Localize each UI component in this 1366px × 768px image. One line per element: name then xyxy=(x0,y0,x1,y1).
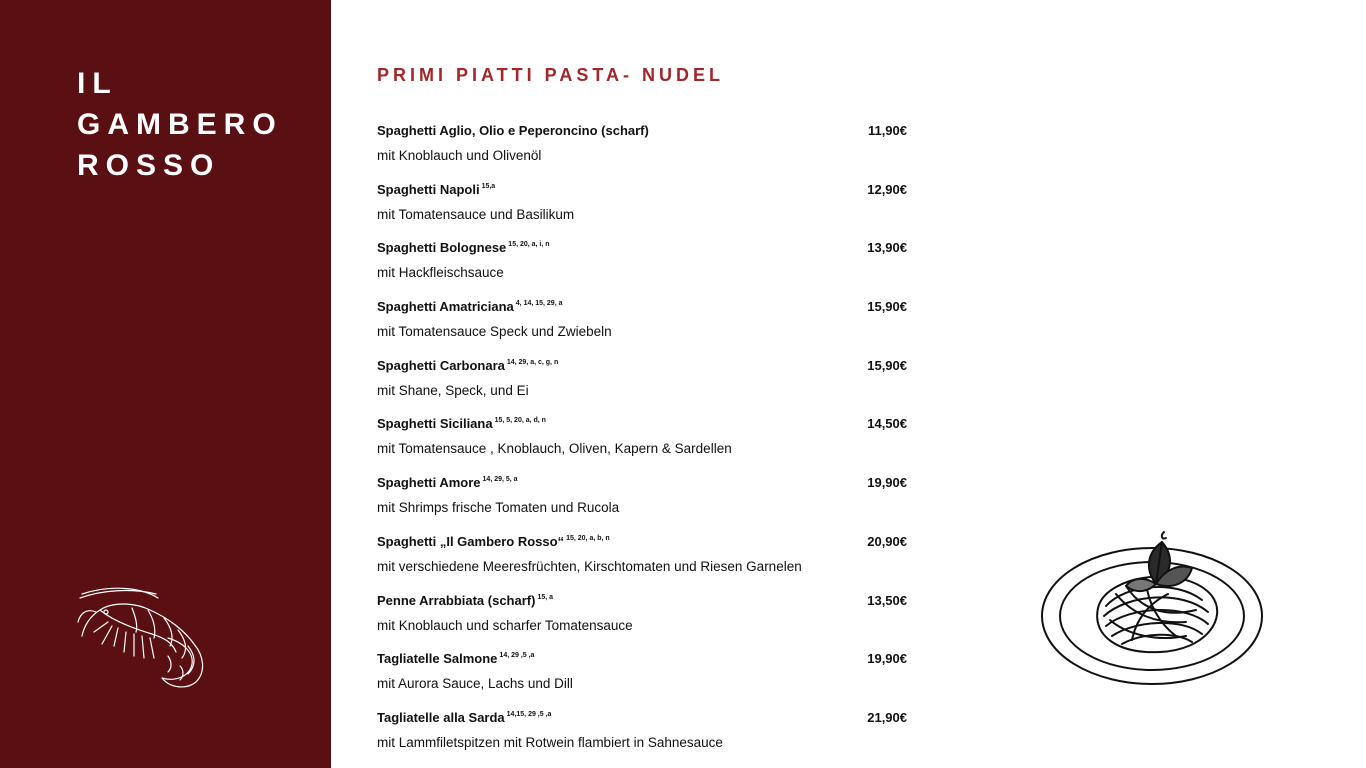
dish-name: Spaghetti Carbonara xyxy=(377,357,505,373)
menu-item-price: 19,90€ xyxy=(867,651,907,667)
brand-line-1: IL xyxy=(77,67,118,100)
allergen-codes: 15,a xyxy=(481,182,496,190)
dish-name: Spaghetti Aglio, Olio e Peperoncino (scharf) xyxy=(377,123,649,138)
menu-item xyxy=(377,121,907,180)
menu-item-name xyxy=(377,475,518,490)
allergen-codes: 14, 29, a, c, g, n xyxy=(506,358,559,366)
menu-list xyxy=(377,121,907,767)
shrimp-icon xyxy=(72,586,212,694)
dish-name: Spaghetti Amatriciana xyxy=(377,299,514,315)
menu-item-description: mit Tomatensauce Speck und Zwiebeln xyxy=(377,324,612,340)
allergen-codes: 4, 14, 15, 29, a xyxy=(515,300,563,308)
menu-item-name xyxy=(377,240,550,255)
menu-item-price: 13,50€ xyxy=(867,592,907,608)
menu-item-price: 13,90€ xyxy=(867,240,907,256)
menu-item xyxy=(377,532,907,591)
menu-item xyxy=(377,708,907,767)
allergen-codes: 14, 29, 5, a xyxy=(482,476,518,484)
menu-item-name xyxy=(377,651,534,666)
dish-name: Tagliatelle Salmone xyxy=(377,651,498,667)
menu-item-description: mit Tomatensauce und Basilikum xyxy=(377,206,575,222)
menu-item-name xyxy=(377,534,610,549)
menu-item-price: 19,90€ xyxy=(867,475,907,491)
menu-item-name xyxy=(377,593,553,608)
menu-item-description: mit Shane, Speck, und Ei xyxy=(377,382,529,398)
menu-item-name xyxy=(377,710,551,725)
menu-item-price: 15,90€ xyxy=(867,357,907,373)
menu-item xyxy=(377,356,907,415)
dish-name: Spaghetti Napoli xyxy=(377,181,480,197)
menu-item-description: mit Knoblauch und scharfer Tomatensauce xyxy=(377,617,633,633)
dish-name: Penne Arrabbiata (scharf) xyxy=(377,592,536,608)
menu-item-name xyxy=(377,299,562,314)
dish-name: Tagliatelle alla Sarda xyxy=(377,709,505,725)
menu-item xyxy=(377,297,907,356)
menu-item-description: mit verschiedene Meeresfrüchten, Kirschtomaten und Riesen Garnelen xyxy=(377,558,802,574)
menu-item xyxy=(377,180,907,239)
menu-item xyxy=(377,649,907,708)
dish-name: Spaghetti Amore xyxy=(377,475,481,491)
menu-item-price: 20,90€ xyxy=(867,533,907,549)
menu-item xyxy=(377,414,907,473)
brand-line-2: GAMBERO xyxy=(77,108,283,141)
menu-item xyxy=(377,238,907,297)
allergen-codes: 15, a xyxy=(537,593,554,601)
dish-name: Spaghetti „Il Gambero Rosso“ xyxy=(377,533,565,549)
dish-name: Spaghetti Bolognese xyxy=(377,240,507,256)
menu-item-name xyxy=(377,123,649,138)
brand-line-3: ROSSO xyxy=(77,149,221,182)
restaurant-name xyxy=(77,63,283,186)
menu-item-name xyxy=(377,182,495,197)
dish-name: Spaghetti Siciliana xyxy=(377,416,493,432)
section-title: PRIMI PIATTI PASTA- NUDEL xyxy=(377,65,724,85)
menu-item-description: mit Lammfiletspitzen mit Rotwein flambiert in Sahnesauce xyxy=(377,734,723,750)
menu-item-description: mit Knoblauch und Olivenöl xyxy=(377,148,542,163)
menu-item-price: 14,50€ xyxy=(867,416,907,432)
menu-item-price: 11,90€ xyxy=(867,123,907,138)
menu-item xyxy=(377,473,907,532)
sidebar xyxy=(0,0,331,768)
menu-item-description: mit Aurora Sauce, Lachs und Dill xyxy=(377,676,573,692)
menu-item-price: 12,90€ xyxy=(867,181,907,197)
allergen-codes: 15, 20, a, b, n xyxy=(566,534,610,542)
menu-item-price: 21,90€ xyxy=(867,709,907,725)
menu-item-description: mit Tomatensauce , Knoblauch, Oliven, Kapern & Sardellen xyxy=(377,441,732,457)
allergen-codes: 15, 5, 20, a, d, n xyxy=(494,417,546,425)
menu-item-description: mit Hackfleischsauce xyxy=(377,265,504,281)
allergen-codes: 15, 20, a, i, n xyxy=(508,241,550,249)
menu-item xyxy=(377,591,907,650)
menu-item-price: 15,90€ xyxy=(867,299,907,315)
menu-item-name xyxy=(377,416,546,431)
allergen-codes: 14, 29 ,5 ,a xyxy=(499,652,535,660)
allergen-codes: 14,15, 29 ,5 ,a xyxy=(506,710,552,718)
pasta-plate-icon xyxy=(1036,524,1268,688)
menu-item-name xyxy=(377,358,558,373)
menu-item-description: mit Shrimps frische Tomaten und Rucola xyxy=(377,500,620,516)
